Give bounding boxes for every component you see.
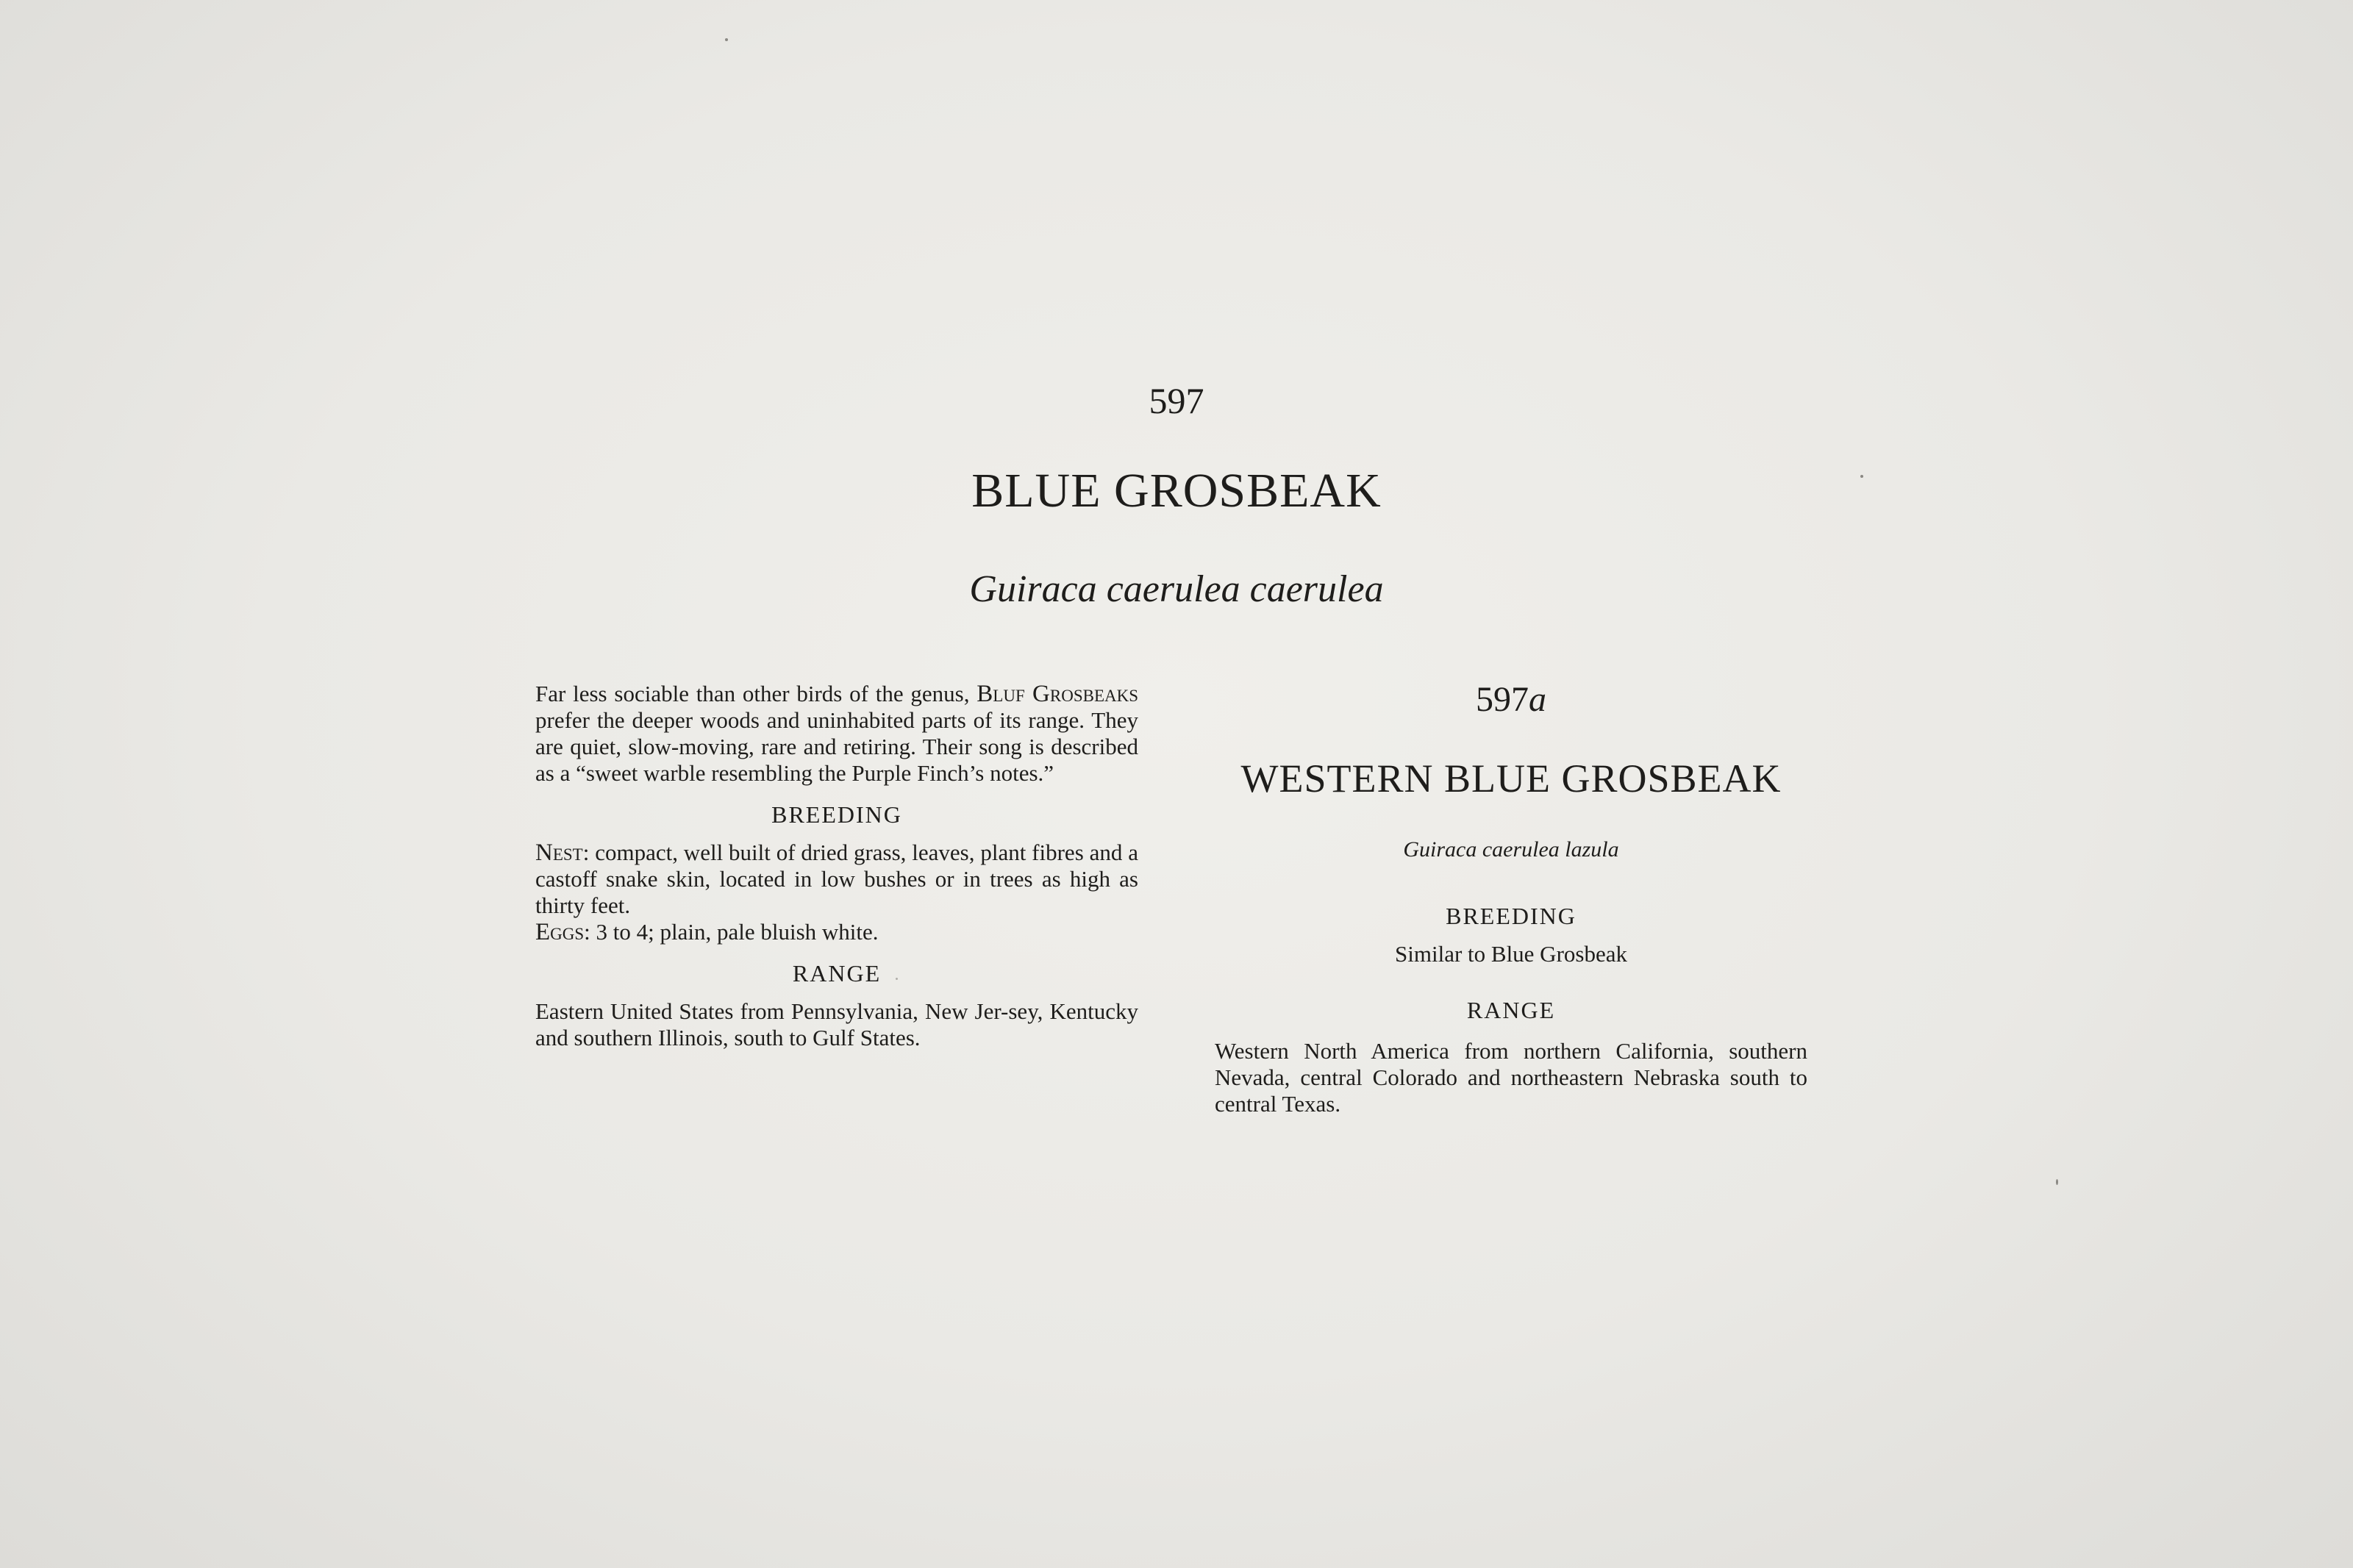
eggs-paragraph: [535, 919, 1138, 945]
intro-smallcaps: Bluf Grosbeaks: [976, 681, 1139, 707]
paper-speck: [2056, 1179, 2058, 1185]
paper-speck: [725, 38, 728, 41]
subspecies-number: [1215, 678, 1807, 722]
nest-paragraph: [535, 840, 1138, 919]
range-paragraph: Eastern United States from Pennsylvania, New Jer-sey, Kentucky and southern Illinois, south to Gulf States.: [535, 998, 1138, 1050]
intro-text-1: Far less sociable than other birds of the genus,: [535, 681, 970, 706]
subspecies-number-suffix: a: [1529, 680, 1546, 719]
right-column: [1215, 678, 1807, 1117]
eggs-text: : 3 to 4; plain, pale bluish white.: [584, 919, 879, 945]
subspecies-breeding-heading: BREEDING: [1446, 903, 1577, 929]
scientific-name: Guiraca caerulea caerulea: [969, 568, 1384, 610]
range-heading: RANGE: [792, 960, 882, 987]
breeding-heading: BREEDING: [771, 801, 902, 828]
left-column: [535, 681, 1138, 1051]
nest-text: : compact, well built of dried grass, leaves, plant fibres and a castoff snake skin, located in low bushes or in trees as high as thirty feet.: [535, 840, 1138, 918]
entry-title: BLUE GROSBEAK: [971, 464, 1382, 518]
subspecies-range-text: Western North America from northern California, southern Nevada, central Colorado and northeastern Nebraska south to central Texas.: [1215, 1038, 1807, 1117]
intro-text-2: prefer the deeper woods and uninhabited parts of its range. They are quiet, slow-moving, rare and retiring. Their song is described as a “sweet warble resembling the Purple Finch’s notes.”: [535, 707, 1138, 786]
subspecies-scientific-name: Guiraca caerulea lazula: [1403, 837, 1619, 862]
subspecies-number-digits: 597: [1476, 680, 1529, 719]
intro-paragraph: [535, 681, 1138, 787]
eggs-label: Eggs: [535, 919, 585, 945]
entry-number: 597: [1149, 380, 1204, 421]
nest-label: Nest: [535, 840, 583, 866]
subspecies-range-heading: RANGE: [1466, 997, 1556, 1023]
subspecies-breeding-text: Similar to Blue Grosbeak: [1395, 941, 1627, 967]
subspecies-title: WESTERN BLUE GROSBEAK: [1240, 756, 1782, 801]
